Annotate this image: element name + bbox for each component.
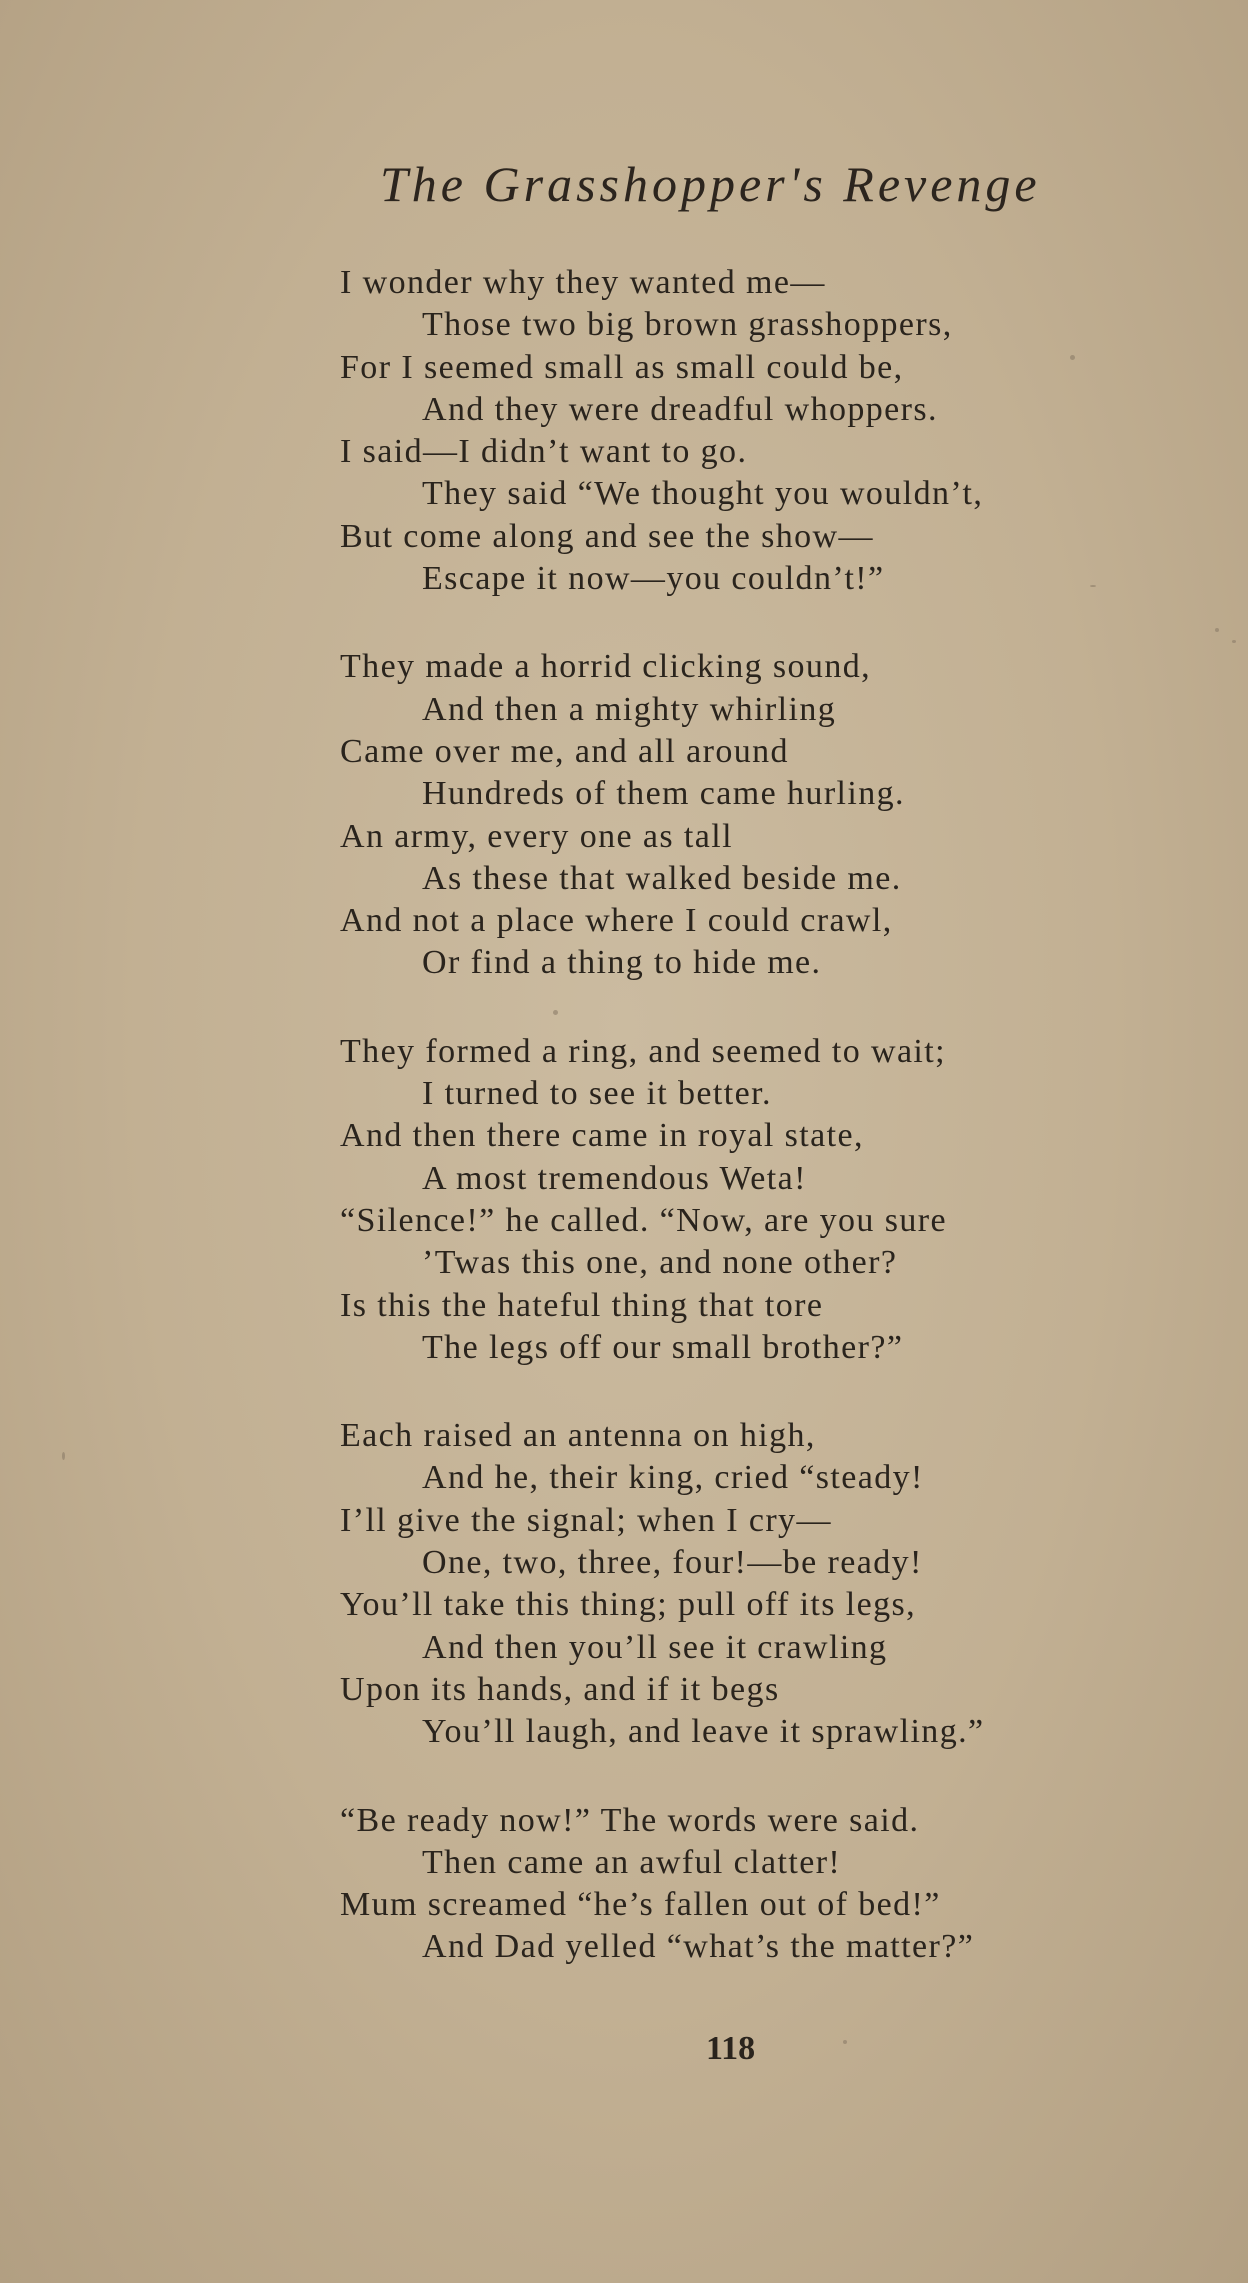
poem-line: I turned to see it better. bbox=[422, 1075, 772, 1113]
poem-line: Mum screamed “he’s fallen out of bed!” bbox=[340, 1886, 941, 1924]
page-number: 118 bbox=[706, 2030, 756, 2067]
stanza bbox=[340, 262, 1140, 600]
poem-body bbox=[340, 262, 1140, 2015]
poem-line: Came over me, and all around bbox=[340, 732, 789, 770]
poem-line: They formed a ring, and seemed to wait; bbox=[340, 1032, 946, 1070]
poem-line: A most tremendous Weta! bbox=[422, 1159, 807, 1197]
poem-line: And Dad yelled “what’s the matter?” bbox=[422, 1928, 975, 1966]
paper-speck bbox=[1215, 628, 1219, 632]
poem-line: I said—I didn’t want to go. bbox=[340, 433, 748, 471]
stanza bbox=[340, 1031, 1140, 1369]
stanza bbox=[340, 1415, 1140, 1753]
poem-line: “Silence!” he called. “Now, are you sure bbox=[340, 1201, 947, 1239]
paper-speck bbox=[1070, 355, 1075, 360]
paper-speck bbox=[843, 2040, 847, 2044]
stanza bbox=[340, 1800, 1140, 1969]
poem-line: Is this the hateful thing that tore bbox=[340, 1286, 824, 1324]
poem-line: Escape it now—you couldn’t!” bbox=[422, 560, 885, 598]
poem-line: Upon its hands, and if it begs bbox=[340, 1670, 780, 1708]
paper-speck bbox=[1090, 585, 1096, 587]
poem-line: And then you’ll see it crawling bbox=[422, 1628, 888, 1666]
paper-speck bbox=[1232, 640, 1236, 643]
poem-line: Those two big brown grasshoppers, bbox=[422, 306, 953, 344]
poem-line: Hundreds of them came hurling. bbox=[422, 775, 905, 813]
poem-line: You’ll laugh, and leave it sprawling.” bbox=[422, 1713, 985, 1751]
poem-line: “Be ready now!” The words were said. bbox=[340, 1801, 920, 1839]
poem-line: You’ll take this thing; pull off its legs, bbox=[340, 1586, 917, 1624]
poem-line: For I seemed small as small could be, bbox=[340, 348, 904, 386]
poem-line: An army, every one as tall bbox=[340, 817, 733, 855]
poem-line: But come along and see the show— bbox=[340, 517, 874, 555]
poem-line: ’Twas this one, and none other? bbox=[422, 1244, 898, 1282]
poem-line: I wonder why they wanted me— bbox=[340, 264, 826, 301]
poem-line: And they were dreadful whoppers. bbox=[422, 390, 938, 428]
poem-line: I’ll give the signal; when I cry— bbox=[340, 1501, 832, 1539]
poem-line: And then there came in royal state, bbox=[340, 1117, 864, 1155]
poem-line: The legs off our small brother?” bbox=[422, 1328, 904, 1366]
poem-line: They made a horrid clicking sound, bbox=[340, 648, 872, 686]
stanza bbox=[340, 646, 1140, 984]
poem-title: The Grasshopper's Revenge bbox=[380, 156, 1041, 212]
poem-line: And then a mighty whirling bbox=[422, 690, 837, 728]
paper-speck bbox=[62, 1452, 65, 1460]
poem-line: One, two, three, four!—be ready! bbox=[422, 1544, 923, 1582]
poem-line: They said “We thought you wouldn’t, bbox=[422, 475, 984, 513]
paper-speck bbox=[553, 1010, 558, 1015]
poem-line: As these that walked beside me. bbox=[422, 859, 902, 897]
poem-line: And he, their king, cried “steady! bbox=[422, 1459, 924, 1497]
poem-line: Then came an awful clatter! bbox=[422, 1843, 842, 1881]
poem-line: And not a place where I could crawl, bbox=[340, 902, 893, 940]
poem-line: Or find a thing to hide me. bbox=[422, 944, 822, 982]
poem-line: Each raised an antenna on high, bbox=[340, 1417, 816, 1455]
